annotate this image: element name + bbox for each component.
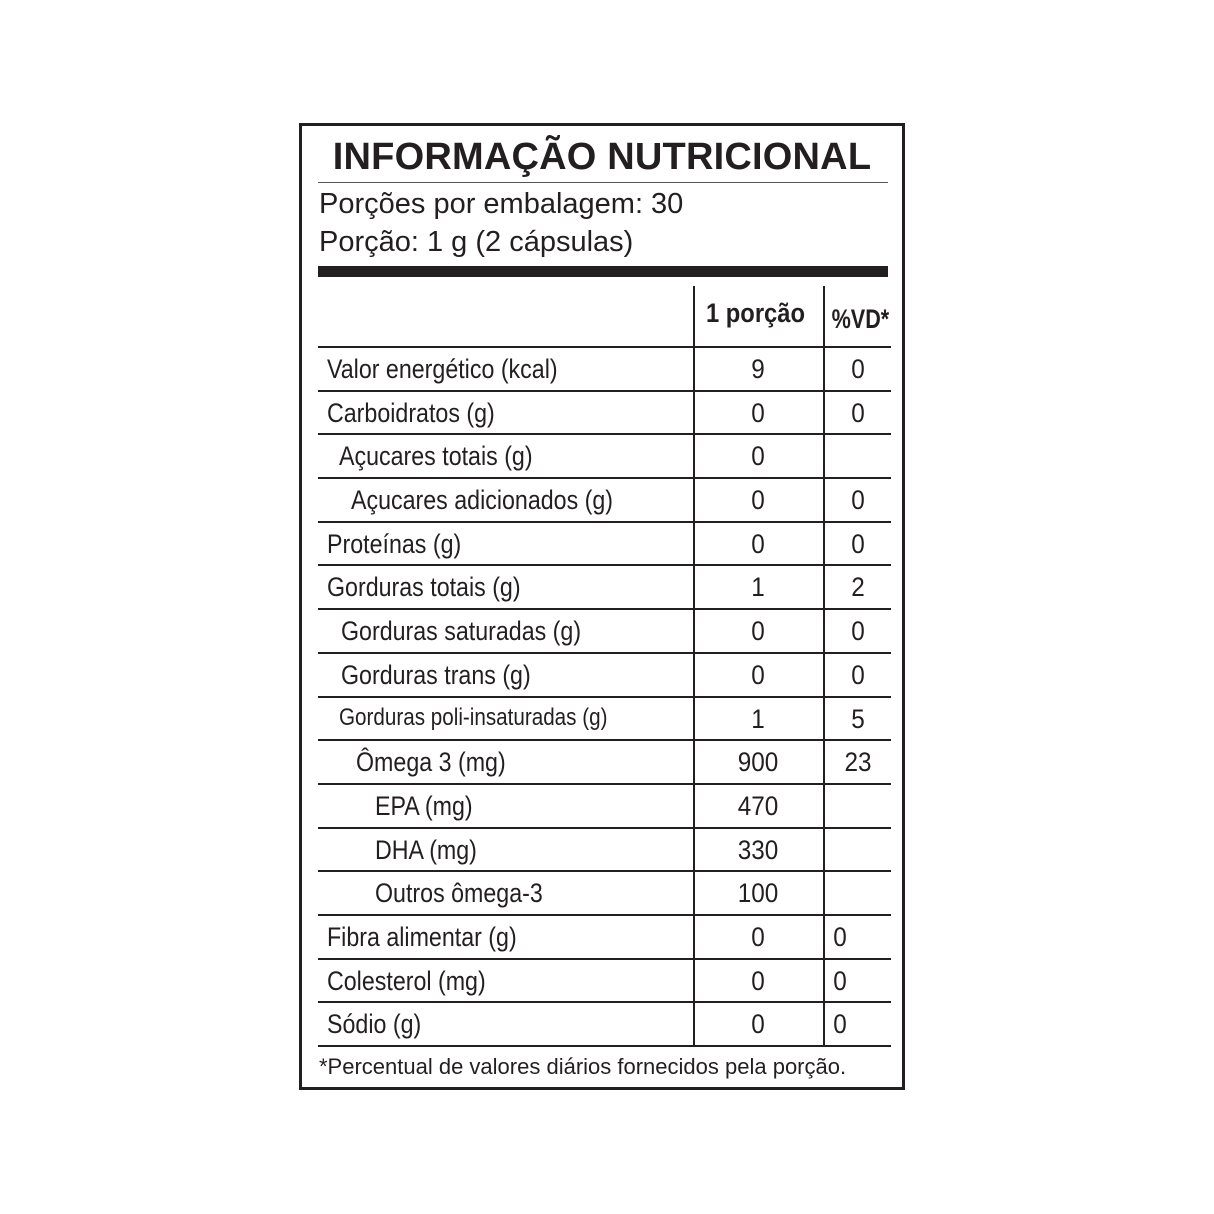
table-row: [318, 914, 891, 958]
nutrient-name: Gorduras totais (g): [327, 572, 521, 603]
footnote: *Percentual de valores diários fornecidos pela porção.: [319, 1054, 847, 1079]
nutrient-value: 0: [751, 659, 765, 690]
nutrient-value: 0: [751, 441, 765, 472]
nutrient-value: 9: [751, 354, 765, 384]
nutrient-name: Açucares totais (g): [339, 441, 533, 472]
table-row: [318, 521, 891, 565]
nutrient-dv: 0: [851, 354, 865, 384]
nutrient-value: 0: [751, 616, 765, 647]
nutrient-name: Gorduras saturadas (g): [341, 616, 582, 647]
nutrient-name: Gorduras poli-insaturadas (g): [339, 703, 608, 731]
nutrient-value: 0: [751, 965, 765, 996]
nutrient-value: 330: [737, 834, 779, 865]
serving-size: Porção: 1 g (2 cápsulas): [319, 226, 634, 258]
nutrient-name: Ômega 3 (mg): [356, 747, 506, 778]
nutrient-name: Valor energético (kcal): [327, 354, 558, 384]
nutrient-dv: 0: [851, 616, 865, 647]
nutrient-dv: 0: [851, 528, 865, 559]
table-row: [318, 390, 891, 434]
nutrient-name: Açucares adicionados (g): [351, 485, 614, 516]
nutrient-value: 1: [751, 703, 765, 734]
label-title: INFORMAÇÃO NUTRICIONAL: [332, 136, 872, 178]
nutrient-name: Sódio (g): [327, 1009, 422, 1040]
nutrient-name: Carboidratos (g): [327, 397, 495, 428]
nutrient-dv: 0: [851, 397, 865, 428]
table-row: [318, 870, 891, 914]
nutrient-dv: 0: [851, 485, 865, 516]
table-row: [318, 433, 891, 477]
nutrient-dv: 0: [833, 1009, 847, 1040]
nutrient-value: 100: [737, 878, 779, 909]
table-row: [318, 739, 891, 783]
nutrient-name: DHA (mg): [375, 834, 477, 865]
nutrient-name: Fibra alimentar (g): [327, 921, 517, 952]
table-row: [318, 652, 891, 696]
table-row: [318, 827, 891, 871]
title-divider: [318, 182, 888, 183]
nutrient-dv: 0: [833, 921, 847, 952]
table-row: [318, 564, 891, 608]
nutrient-value: 0: [751, 528, 765, 559]
nutrient-table: [318, 346, 891, 1045]
nutrient-value: 470: [737, 790, 779, 821]
table-row: [318, 696, 891, 740]
nutrient-dv: 0: [851, 659, 865, 690]
table-row: [318, 346, 891, 390]
nutrient-name: Proteínas (g): [327, 528, 462, 559]
nutrient-name: Gorduras trans (g): [341, 659, 531, 690]
nutrient-dv: 2: [851, 572, 865, 603]
header-portion: 1 porção: [705, 298, 806, 328]
nutrient-name: Outros ômega-3: [375, 878, 543, 909]
nutrient-dv: 23: [844, 747, 872, 778]
table-row: [318, 783, 891, 827]
nutrient-value: 900: [737, 747, 779, 778]
nutrient-value: 1: [751, 572, 765, 603]
nutrition-facts-label: [299, 123, 905, 1090]
table-row: [318, 608, 891, 652]
servings-per-package: Porções por embalagem: 30: [319, 188, 684, 220]
thick-divider-bar: [318, 266, 888, 277]
nutrient-dv: 0: [833, 965, 847, 996]
table-row: [318, 477, 891, 521]
table-bottom-rule: [318, 1045, 891, 1047]
header-daily-value: %VD*: [831, 304, 890, 334]
nutrient-name: Colesterol (mg): [327, 965, 486, 996]
nutrient-name: EPA (mg): [375, 790, 473, 821]
nutrient-dv: 5: [851, 703, 865, 734]
table-row: [318, 1001, 891, 1045]
table-row: [318, 958, 891, 1002]
nutrient-value: 0: [751, 485, 765, 516]
nutrient-value: 0: [751, 921, 765, 952]
nutrient-value: 0: [751, 397, 765, 428]
nutrient-value: 0: [751, 1009, 765, 1040]
